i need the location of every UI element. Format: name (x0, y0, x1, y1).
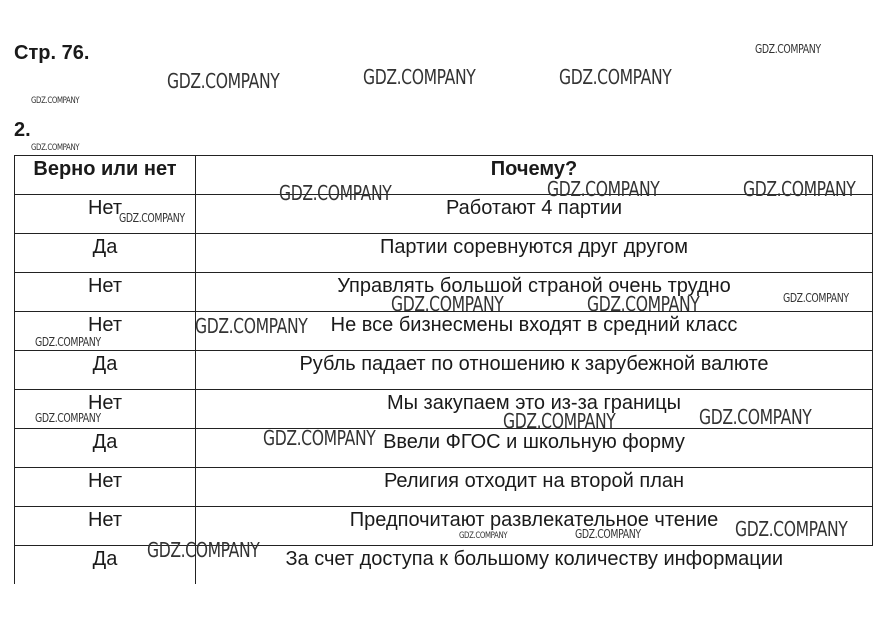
reason-cell: Не все бизнесмены входят в средний класс (196, 312, 873, 351)
reason-cell: За счет доступа к большому количеству информации (196, 546, 873, 585)
reason-cell: Предпочитают развлекательное чтение (196, 507, 873, 546)
watermark: GDZ.COMPANY (35, 411, 101, 425)
watermark: GDZ.COMPANY (587, 292, 700, 316)
watermark: GDZ.COMPANY (575, 527, 641, 541)
watermark: GDZ.COMPANY (699, 405, 812, 429)
watermark: GDZ.COMPANY (35, 335, 101, 349)
verdict-cell: Да (15, 546, 196, 585)
reason-cell: Работают 4 партии (196, 195, 873, 234)
verdict-cell: Да (15, 351, 196, 390)
reason-cell: Мы закупаем это из-за границы (196, 390, 873, 429)
verdict-cell: Нет (15, 273, 196, 312)
watermark: GDZ.COMPANY (147, 538, 260, 562)
watermark: GDZ.COMPANY (195, 314, 308, 338)
table-row (15, 312, 873, 351)
watermark: GDZ.COMPANY (363, 65, 476, 89)
verdict-cell: Да (15, 429, 196, 468)
watermark: GDZ.COMPANY (783, 291, 849, 305)
verdict-cell: Нет (15, 312, 196, 351)
table-row (15, 429, 873, 468)
reason-cell: Ввели ФГОС и школьную форму (196, 429, 873, 468)
watermark: GDZ.COMPANY (503, 409, 616, 433)
watermark: GDZ.COMPANY (31, 143, 80, 153)
table-row (15, 507, 873, 546)
reason-cell: Партии соревнуются друг другом (196, 234, 873, 273)
table-header-row (15, 156, 873, 195)
watermark: GDZ.COMPANY (279, 181, 392, 205)
watermark: GDZ.COMPANY (119, 211, 185, 225)
watermark: GDZ.COMPANY (391, 292, 504, 316)
task-number: 2. (14, 119, 31, 141)
watermark: GDZ.COMPANY (167, 69, 280, 93)
watermark: GDZ.COMPANY (559, 65, 672, 89)
verdict-cell: Да (15, 234, 196, 273)
verdict-cell: Нет (15, 507, 196, 546)
watermark: GDZ.COMPANY (735, 517, 848, 541)
table-row (15, 351, 873, 390)
page-reference: Стр. 76. (14, 42, 90, 64)
watermark: GDZ.COMPANY (547, 177, 660, 201)
verdict-cell: Нет (15, 195, 196, 234)
column-header-reason: Почему? (196, 156, 873, 195)
watermark: GDZ.COMPANY (755, 42, 821, 56)
watermark: GDZ.COMPANY (459, 531, 508, 541)
reason-cell: Управлять большой страной очень трудно (196, 273, 873, 312)
table-row (15, 468, 873, 507)
table-row (15, 390, 873, 429)
watermark: GDZ.COMPANY (31, 96, 80, 106)
answer-table (14, 155, 873, 584)
table-row (15, 234, 873, 273)
verdict-cell: Нет (15, 468, 196, 507)
reason-cell: Рубль падает по отношению к зарубежной валюте (196, 351, 873, 390)
column-header-verdict: Верно или нет (15, 156, 196, 195)
table-row (15, 273, 873, 312)
table-row (15, 195, 873, 234)
verdict-cell: Нет (15, 390, 196, 429)
watermark: GDZ.COMPANY (743, 177, 856, 201)
table-row (15, 546, 873, 585)
watermark: GDZ.COMPANY (263, 426, 376, 450)
reason-cell: Религия отходит на второй план (196, 468, 873, 507)
